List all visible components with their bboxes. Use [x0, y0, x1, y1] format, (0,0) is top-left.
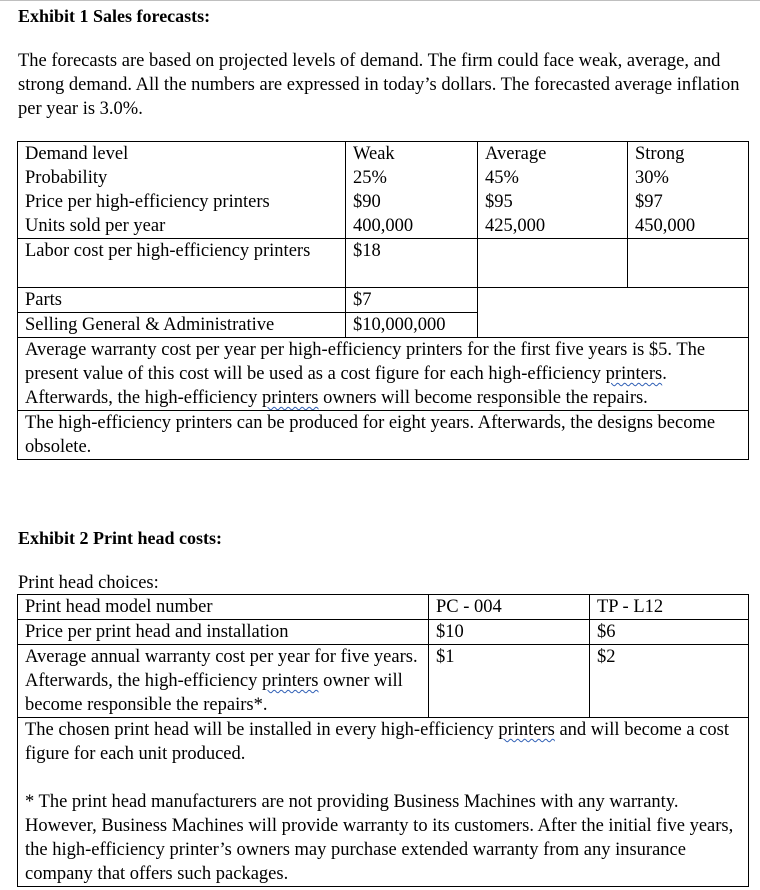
exhibit1-heading: Exhibit 1 Sales forecasts:	[18, 6, 211, 26]
print-head-choices-label: Print head choices:	[18, 573, 159, 593]
production-note: The high-efficiency printers can be produced for eight years. Afterwards, the designs become obsolete.	[18, 411, 749, 460]
table-cell: $97	[628, 190, 749, 214]
print-head-table	[17, 594, 749, 887]
table-cell: $2	[590, 645, 749, 718]
table-row	[18, 645, 749, 718]
table-cell: $10	[429, 620, 590, 645]
table-row	[18, 166, 749, 190]
table-cell: $18	[346, 239, 478, 288]
table-cell: $10,000,000	[346, 313, 478, 338]
table-cell: 425,000	[478, 214, 628, 239]
table-row	[18, 411, 749, 460]
table-cell: $6	[590, 620, 749, 645]
table-cell: 450,000	[628, 214, 749, 239]
table-cell	[478, 288, 628, 313]
table-row	[18, 190, 749, 214]
table-row	[18, 142, 749, 167]
warranty-note: Average warranty cost per year per high-efficiency printers for the first five years is $5. The present value of this cost will be used as a cost figure for each high-efficiency printers. Afterwards, the high-efficiency printers owners will become responsible the repairs.	[18, 338, 749, 411]
table-row	[18, 214, 749, 239]
table-cell: Price per high-efficiency printers	[18, 190, 346, 214]
table-cell	[478, 313, 628, 338]
table-cell: 30%	[628, 166, 749, 190]
table-row	[18, 718, 749, 887]
exhibit2-heading: Exhibit 2 Print head costs:	[18, 528, 223, 548]
table-cell	[628, 239, 749, 288]
table-cell: $1	[429, 645, 590, 718]
table-cell: 400,000	[346, 214, 478, 239]
table-cell: $90	[346, 190, 478, 214]
table-cell: $95	[478, 190, 628, 214]
table-cell: PC - 004	[429, 595, 590, 620]
table-row	[18, 239, 749, 288]
notes-cell	[18, 718, 749, 887]
table-cell: Probability	[18, 166, 346, 190]
install-note: The chosen print head will be installed in every high-efficiency printers and will become a cost figure for each unit produced.	[25, 720, 729, 764]
table-cell: Price per print head and installation	[18, 620, 429, 645]
table-cell: Average	[478, 142, 628, 167]
table-row	[18, 620, 749, 645]
table-row	[18, 288, 749, 313]
table-cell: Selling General & Administrative	[18, 313, 346, 338]
table-cell	[478, 239, 628, 288]
table-cell	[628, 313, 749, 338]
table-cell: TP - L12	[590, 595, 749, 620]
table-row	[18, 338, 749, 411]
table-row	[18, 313, 749, 338]
table-cell: Labor cost per high-efficiency printers	[18, 239, 346, 288]
table-cell: Weak	[346, 142, 478, 167]
table-cell: $7	[346, 288, 478, 313]
table-cell: 45%	[478, 166, 628, 190]
exhibit1-intro: The forecasts are based on projected levels of demand. The firm could face weak, average, and strong demand. All the numbers are expressed in today’s dollars. The forecasted average inflation per year is 3.0%.	[18, 51, 740, 119]
table-cell: 25%	[346, 166, 478, 190]
table-cell: Print head model number	[18, 595, 429, 620]
footnote: * The print head manufacturers are not providing Business Machines with any warranty. However, Business Machines will provide warranty to its customers. After the initial five years, the high-efficiency printer’s owners may purchase extended warranty from any insurance company that offers such packages.	[25, 792, 734, 884]
table-cell	[628, 288, 749, 313]
table-cell: Parts	[18, 288, 346, 313]
sales-forecast-table	[17, 141, 749, 460]
table-cell: Strong	[628, 142, 749, 167]
table-cell: Demand level	[18, 142, 346, 167]
top-divider	[0, 0, 760, 1]
table-cell: Average annual warranty cost per year for five years. Afterwards, the high-efficiency printers owner will become responsible the repairs*.	[18, 645, 429, 718]
table-cell: Units sold per year	[18, 214, 346, 239]
table-row	[18, 595, 749, 620]
